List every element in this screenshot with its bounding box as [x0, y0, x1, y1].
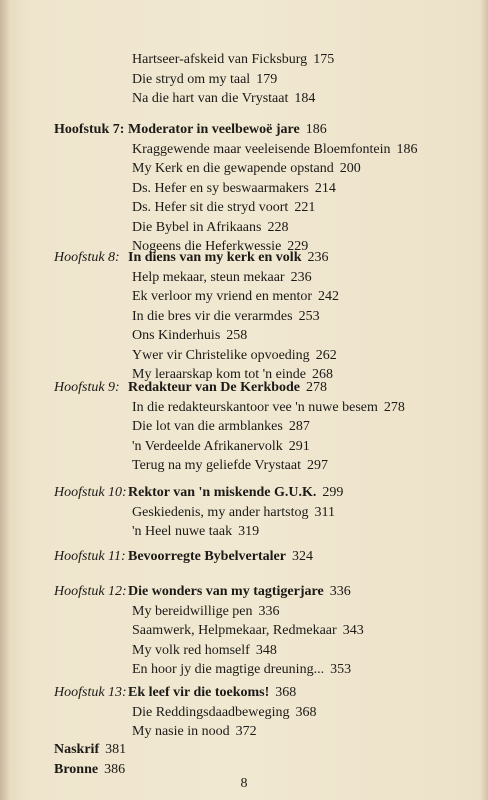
chapter-page: 336: [329, 584, 351, 599]
toc-item-page: 221: [294, 200, 316, 215]
toc-item-page: 287: [288, 419, 310, 434]
toc-item-title: Na die hart van die Vrystaat: [132, 91, 289, 106]
chapter-10: [0, 483, 488, 542]
chapter-page: 368: [275, 685, 297, 700]
toc-item: [0, 287, 488, 307]
toc-item-title: 'n Heel nuwe taak: [132, 524, 233, 539]
toc-item-title: In die bres vir die verarmdes: [132, 308, 293, 324]
end-matter-title: Bronne: [54, 761, 99, 777]
toc-continuation: [0, 50, 488, 109]
toc-item-page: 372: [235, 724, 257, 739]
toc-item-title: Die lot van die armblankes: [132, 419, 283, 434]
toc-item: [0, 703, 488, 723]
toc-item-page: 200: [339, 161, 361, 176]
toc-item-title: In die redakteurskantoor vee 'n nuwe besem: [132, 399, 378, 415]
toc-item: [0, 660, 488, 680]
toc-item: [0, 89, 488, 109]
toc-item: [0, 326, 488, 346]
toc-item: [0, 159, 488, 179]
toc-item-title: En hoor jy die magtige dreuning...: [132, 662, 325, 677]
toc-item-title: Ds. Hefer en sy beswaarmakers: [132, 180, 309, 196]
toc-item-page: 228: [267, 219, 289, 235]
toc-item-title: My bereidwillige pen: [132, 603, 253, 619]
toc-item: [0, 522, 488, 542]
chapter-12: [0, 582, 488, 680]
end-matter-page: 381: [105, 742, 127, 757]
chapter-heading: [0, 483, 488, 503]
toc-item: [0, 641, 488, 661]
toc-item: [0, 218, 488, 238]
toc-item-page: 236: [290, 269, 312, 285]
chapter-7: [0, 120, 488, 257]
toc-item-title: Die stryd om my taal: [132, 71, 251, 87]
chapter-page: 186: [305, 122, 327, 137]
toc-item-page: 343: [342, 623, 364, 638]
chapter-label: Hoofstuk 7:: [54, 122, 125, 137]
toc-item-page: 184: [294, 91, 316, 106]
toc-item-title: Ons Kinderhuis: [132, 328, 221, 343]
chapter-8: [0, 248, 488, 385]
toc-item-page: 278: [383, 399, 405, 415]
chapter-heading: [0, 547, 488, 567]
toc-item: [0, 456, 488, 476]
toc-item-page: 311: [314, 504, 335, 520]
toc-item: [0, 621, 488, 641]
end-matter: [0, 740, 488, 779]
chapter-page: 324: [291, 549, 313, 564]
chapter-label: Hoofstuk 13:: [54, 685, 127, 700]
toc-item: [0, 268, 488, 288]
toc-item-page: 268: [311, 367, 333, 382]
chapter-9: [0, 378, 488, 476]
toc-item: [0, 198, 488, 218]
toc-item-title: Geskiedenis, my ander hartstog: [132, 504, 309, 520]
toc-item: [0, 417, 488, 437]
toc-item-page: 336: [258, 603, 280, 619]
toc-item-title: 'n Verdeelde Afrikanervolk: [132, 438, 283, 454]
toc-item-title: Nogeens die Heferkwessie: [132, 239, 282, 254]
toc-item: [0, 140, 488, 160]
toc-item-page: 258: [226, 328, 248, 343]
toc-item-title: My nasie in nood: [132, 724, 230, 739]
chapter-heading: [0, 248, 488, 268]
chapter-page: 236: [307, 250, 329, 265]
end-matter-item: [0, 740, 488, 760]
toc-item-page: 368: [295, 704, 317, 720]
chapter-title: Ek leef vir die toekoms!: [128, 685, 270, 700]
toc-item-title: Ds. Hefer sit die stryd voort: [132, 200, 289, 215]
toc-item-page: 262: [315, 347, 337, 363]
toc-item: [0, 70, 488, 90]
toc-item-title: Die Bybel in Afrikaans: [132, 219, 262, 235]
toc-item-page: 229: [287, 239, 309, 254]
chapter-11: [0, 547, 488, 567]
toc-item-title: Help mekaar, steun mekaar: [132, 269, 285, 285]
toc-item: [0, 307, 488, 327]
toc-item-title: Kraggewende maar veeleisende Bloemfontein: [132, 141, 391, 157]
toc-item-title: My leraarskap kom tot 'n einde: [132, 367, 306, 382]
chapter-heading: [0, 378, 488, 398]
toc-item-page: 297: [306, 458, 328, 473]
toc-item: [0, 437, 488, 457]
toc-item-page: 179: [256, 71, 278, 87]
chapter-title: Rektor van 'n miskende G.U.K.: [128, 485, 317, 500]
toc-item-page: 242: [318, 289, 340, 304]
chapter-label: Hoofstuk 11:: [54, 549, 126, 564]
toc-item-page: 291: [288, 438, 310, 454]
chapter-page: 299: [322, 485, 344, 500]
chapter-13: [0, 683, 488, 742]
chapter-label: Hoofstuk 9:: [54, 380, 120, 395]
chapter-label: Hoofstuk 10:: [54, 485, 127, 500]
toc-item-page: 186: [396, 141, 418, 157]
toc-item-page: 353: [330, 662, 352, 677]
chapter-label: Hoofstuk 8:: [54, 250, 120, 265]
toc-item-title: Terug na my geliefde Vrystaat: [132, 458, 301, 473]
toc-item-page: 175: [313, 52, 335, 67]
toc-item: [0, 503, 488, 523]
toc-item-title: Ywer vir Christelike opvoeding: [132, 347, 310, 363]
chapter-title: Bevoorregte Bybelvertaler: [128, 549, 286, 564]
chapter-label: Hoofstuk 12:: [54, 584, 127, 599]
chapter-title: Die wonders van my tagtigerjare: [128, 584, 324, 599]
toc-item-title: Ek verloor my vriend en mentor: [132, 289, 313, 304]
toc-item-title: My volk red homself: [132, 642, 250, 658]
toc-item-title: Die Reddingsdaadbeweging: [132, 704, 290, 720]
toc-item: [0, 602, 488, 622]
toc-item-title: Hartseer-afskeid van Ficksburg: [132, 52, 308, 67]
toc-item: [0, 346, 488, 366]
toc-item: [0, 398, 488, 418]
toc-item-page: 214: [314, 180, 336, 196]
chapter-title: In diens van my kerk en volk: [128, 250, 302, 265]
end-matter-title: Naskrif: [54, 742, 100, 757]
toc-item: [0, 50, 488, 70]
end-matter-page: 386: [104, 761, 126, 777]
toc-item-page: 253: [298, 308, 320, 324]
toc-item-title: My Kerk en die gewapende opstand: [132, 161, 334, 176]
chapter-heading: [0, 582, 488, 602]
page-number: 8: [240, 776, 248, 791]
toc-item-title: Saamwerk, Helpmekaar, Redmekaar: [132, 623, 337, 638]
toc-item-page: 319: [238, 524, 260, 539]
chapter-heading: [0, 120, 488, 140]
chapter-title: Moderator in veelbewoë jare: [128, 122, 300, 137]
toc-item: [0, 179, 488, 199]
toc-item: [0, 722, 488, 742]
chapter-heading: [0, 683, 488, 703]
toc-item-page: 348: [255, 642, 277, 658]
chapter-title: Redakteur van De Kerkbode: [128, 380, 301, 395]
chapter-page: 278: [306, 380, 328, 395]
